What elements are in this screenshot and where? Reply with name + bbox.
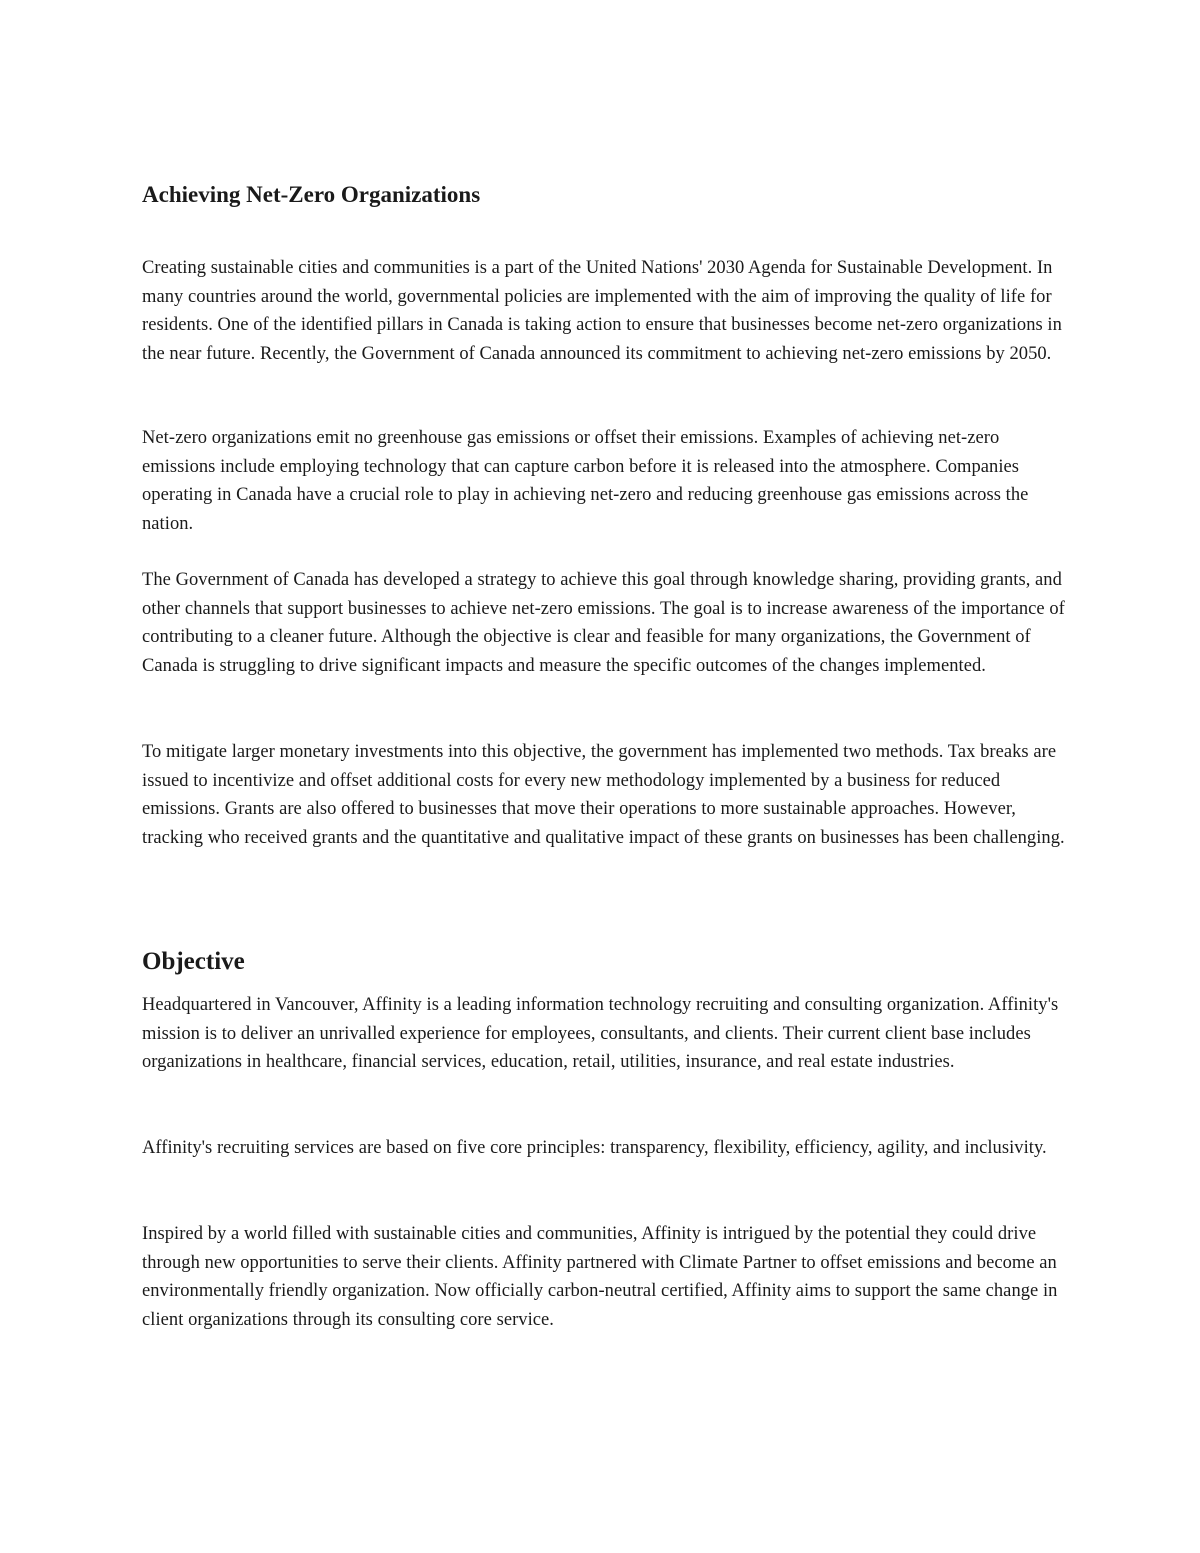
intro-paragraph-1: Creating sustainable cities and communities is a part of the United Nations' 2030 Agenda for Sustainable Development. In many countries around the world, governmental policies are implemented with the aim of improving the quality of life for residents. One of the identified pillars in Canada is taking action to ensure that businesses become net-zero organizations in the near future. Recently, the Government of Canada announced its commitment to achieving net-zero emissions by 2050. [142, 258, 1062, 364]
intro-paragraph-2: Net-zero organizations emit no greenhouse gas emissions or offset their emissions. Examples of achieving net-zero emissions include employing technology that can capture carbon before it is released into the atmosphere. Companies operating in Canada have a crucial role to play in achieving net-zero and reducing greenhouse gas emissions across the nation. [142, 428, 1029, 534]
objective-paragraph-3: Inspired by a world filled with sustainable cities and communities, Affinity is intrigued by the potential they could drive through new opportunities to serve their clients. Affinity partnered with Climate Partner to offset emissions and become an environmentally friendly organization. Now officially carbon-neutral certified, Affinity aims to support the same change in client organizations through its consulting core service. [142, 1224, 1058, 1330]
objective-heading: Objective [142, 948, 245, 975]
intro-paragraph-3: The Government of Canada has developed a strategy to achieve this goal through knowledge sharing, providing grants, and other channels that support businesses to achieve net-zero emissions. The goal is to increase awareness of the importance of contributing to a cleaner future. Although the objective is clear and feasible for many organizations, the Government of Canada is struggling to drive significant impacts and measure the specific outcomes of the changes implemented. [142, 570, 1065, 676]
document-title: Achieving Net-Zero Organizations [142, 182, 481, 207]
objective-paragraph-1: Headquartered in Vancouver, Affinity is a leading information technology recruiting and consulting organization. Affinity's mission is to deliver an unrivalled experience for employees, consultants, and clients. Their current client base includes organizations in healthcare, financial services, education, retail, utilities, insurance, and real estate industries. [142, 995, 1059, 1072]
objective-paragraph-2: Affinity's recruiting services are based on five core principles: transparency, flexibility, efficiency, agility, and inclusivity. [142, 1138, 1047, 1158]
intro-paragraph-4: To mitigate larger monetary investments into this objective, the government has implemented two methods. Tax breaks are issued to incentivize and offset additional costs for every new methodology implemented by a business for reduced emissions. Grants are also offered to businesses that move their operations to more sustainable approaches. However, tracking who received grants and the quantitative and qualitative impact of these grants on businesses has been challenging. [142, 742, 1065, 848]
